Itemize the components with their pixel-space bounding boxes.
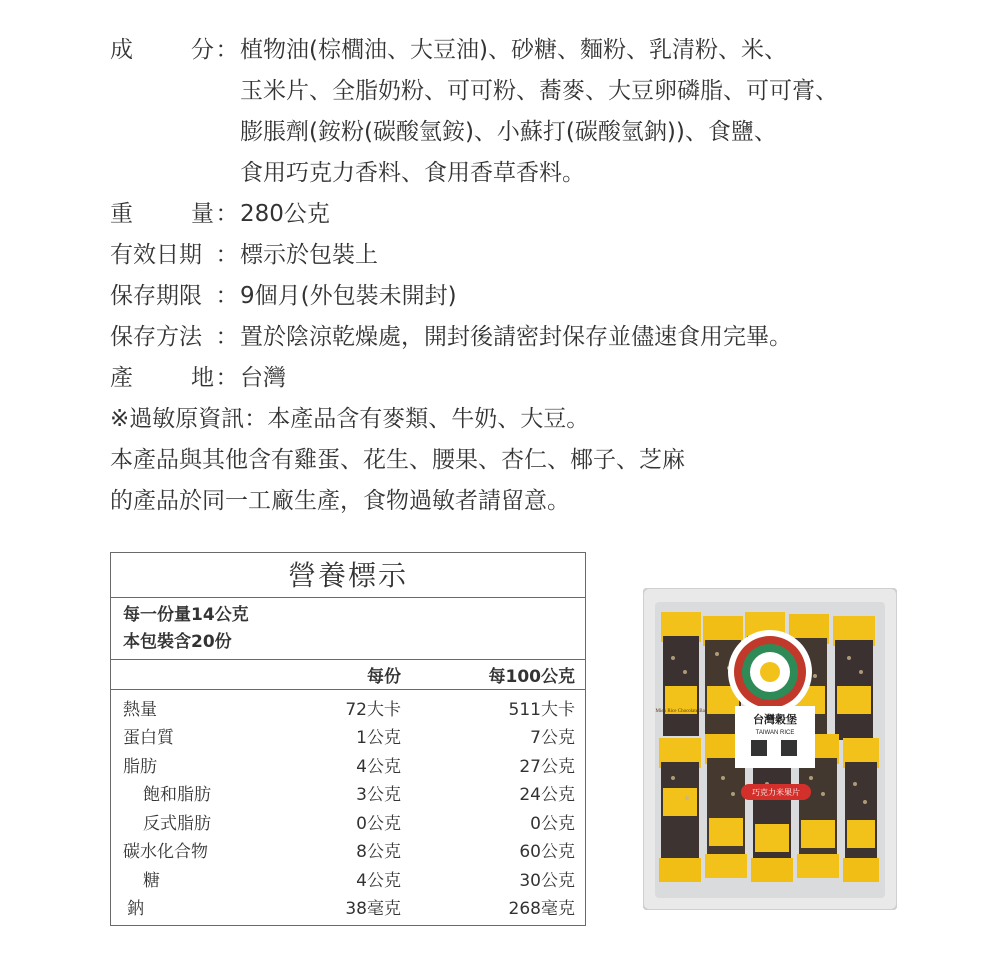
brand-name: 台灣穀堡 bbox=[753, 714, 797, 726]
col-per-serving: 每份 bbox=[367, 667, 401, 687]
nutrition-rows bbox=[111, 690, 585, 921]
bar bbox=[661, 612, 701, 736]
servings-per-pack: 本包裝含20份 bbox=[123, 632, 232, 652]
storage-value: 置於陰涼乾燥處，開封後請密封保存並儘速食用完畢。 bbox=[240, 324, 792, 350]
colon: ： bbox=[215, 201, 239, 227]
ingredients-label: 成 分 bbox=[110, 37, 214, 63]
colon: ： bbox=[215, 324, 239, 350]
origin-row bbox=[110, 358, 990, 399]
table-row: 飽和脂肪 3公克 24公克 bbox=[143, 785, 575, 806]
table-row: 蛋白質 1公克 7公克 bbox=[123, 728, 575, 749]
bar bbox=[833, 616, 875, 740]
table-row: 碳水化合物 8公克 60公克 bbox=[123, 842, 575, 863]
expiry-row bbox=[110, 235, 990, 276]
colon: ： bbox=[215, 242, 239, 268]
weight-label: 重 量 bbox=[110, 201, 214, 227]
weight-value: 280公克 bbox=[240, 201, 330, 227]
serving-info bbox=[111, 598, 585, 660]
weight-row bbox=[110, 194, 990, 235]
allergen-line: ※過敏原資訊：本產品含有麥類、牛奶、大豆。 bbox=[110, 406, 590, 432]
colon: ： bbox=[215, 283, 239, 309]
col-per-100g: 每100公克 bbox=[488, 667, 575, 687]
table-row: 反式脂肪 0公克 0公克 bbox=[143, 813, 575, 834]
brand-name-en: TAIWAN RICE bbox=[755, 730, 795, 736]
table-row: 糖 4公克 30公克 bbox=[143, 870, 575, 891]
shelf-life-row bbox=[110, 276, 990, 317]
storage-label: 保存方法 bbox=[110, 324, 202, 350]
ingredients-value: 植物油(棕櫚油、大豆油)、砂糖、麵粉、乳清粉、米、 玉米片、全脂奶粉、可可粉、蕎麥、大豆卵磷脂、可可膏、 膨脹劑(銨粉(碳酸氫銨)、小蘇打(碳酸氫鈉))、食鹽、 食用巧克力香料、食用香草香料。 bbox=[240, 37, 838, 186]
colon: ： bbox=[215, 365, 239, 391]
svg-text:巧克力米果片: 巧克力米果片 bbox=[752, 788, 800, 797]
product-info bbox=[110, 30, 990, 522]
serving-size: 每一份量14公克 bbox=[123, 605, 249, 625]
label-card bbox=[735, 706, 815, 768]
expiry-value: 標示於包裝上 bbox=[240, 242, 378, 268]
brand-logo bbox=[728, 630, 812, 714]
storage-row bbox=[110, 317, 990, 358]
bar bbox=[843, 738, 879, 882]
product-photo bbox=[643, 588, 897, 910]
expiry-label: 有效日期 bbox=[110, 242, 202, 268]
bar-label: Mien Rice Chocolate Bar bbox=[655, 709, 707, 714]
nutrition-table bbox=[110, 552, 586, 926]
bar bbox=[659, 738, 701, 882]
ribbon bbox=[741, 784, 811, 800]
origin-value: 台灣 bbox=[240, 365, 286, 391]
nutrition-title: 營養標示 bbox=[111, 553, 585, 598]
shelf-life-label: 保存期限 bbox=[110, 283, 202, 309]
table-row: 脂肪 4公克 27公克 bbox=[123, 756, 575, 777]
nutrition-header bbox=[111, 660, 585, 690]
allergen-line: 本產品與其他含有雞蛋、花生、腰果、杏仁、椰子、芝麻 bbox=[110, 447, 685, 473]
table-row: 鈉 38毫克 268毫克 bbox=[127, 899, 575, 920]
allergen-line: 的產品於同一工廠生產，食物過敏者請留意。 bbox=[110, 488, 570, 514]
table-row: 熱量 72大卡 511大卡 bbox=[123, 699, 575, 720]
colon: ： bbox=[215, 37, 239, 63]
shelf-life-value: 9個月(外包裝未開封) bbox=[240, 283, 457, 309]
ingredients-row bbox=[110, 30, 990, 194]
origin-label: 產 地 bbox=[110, 365, 214, 391]
